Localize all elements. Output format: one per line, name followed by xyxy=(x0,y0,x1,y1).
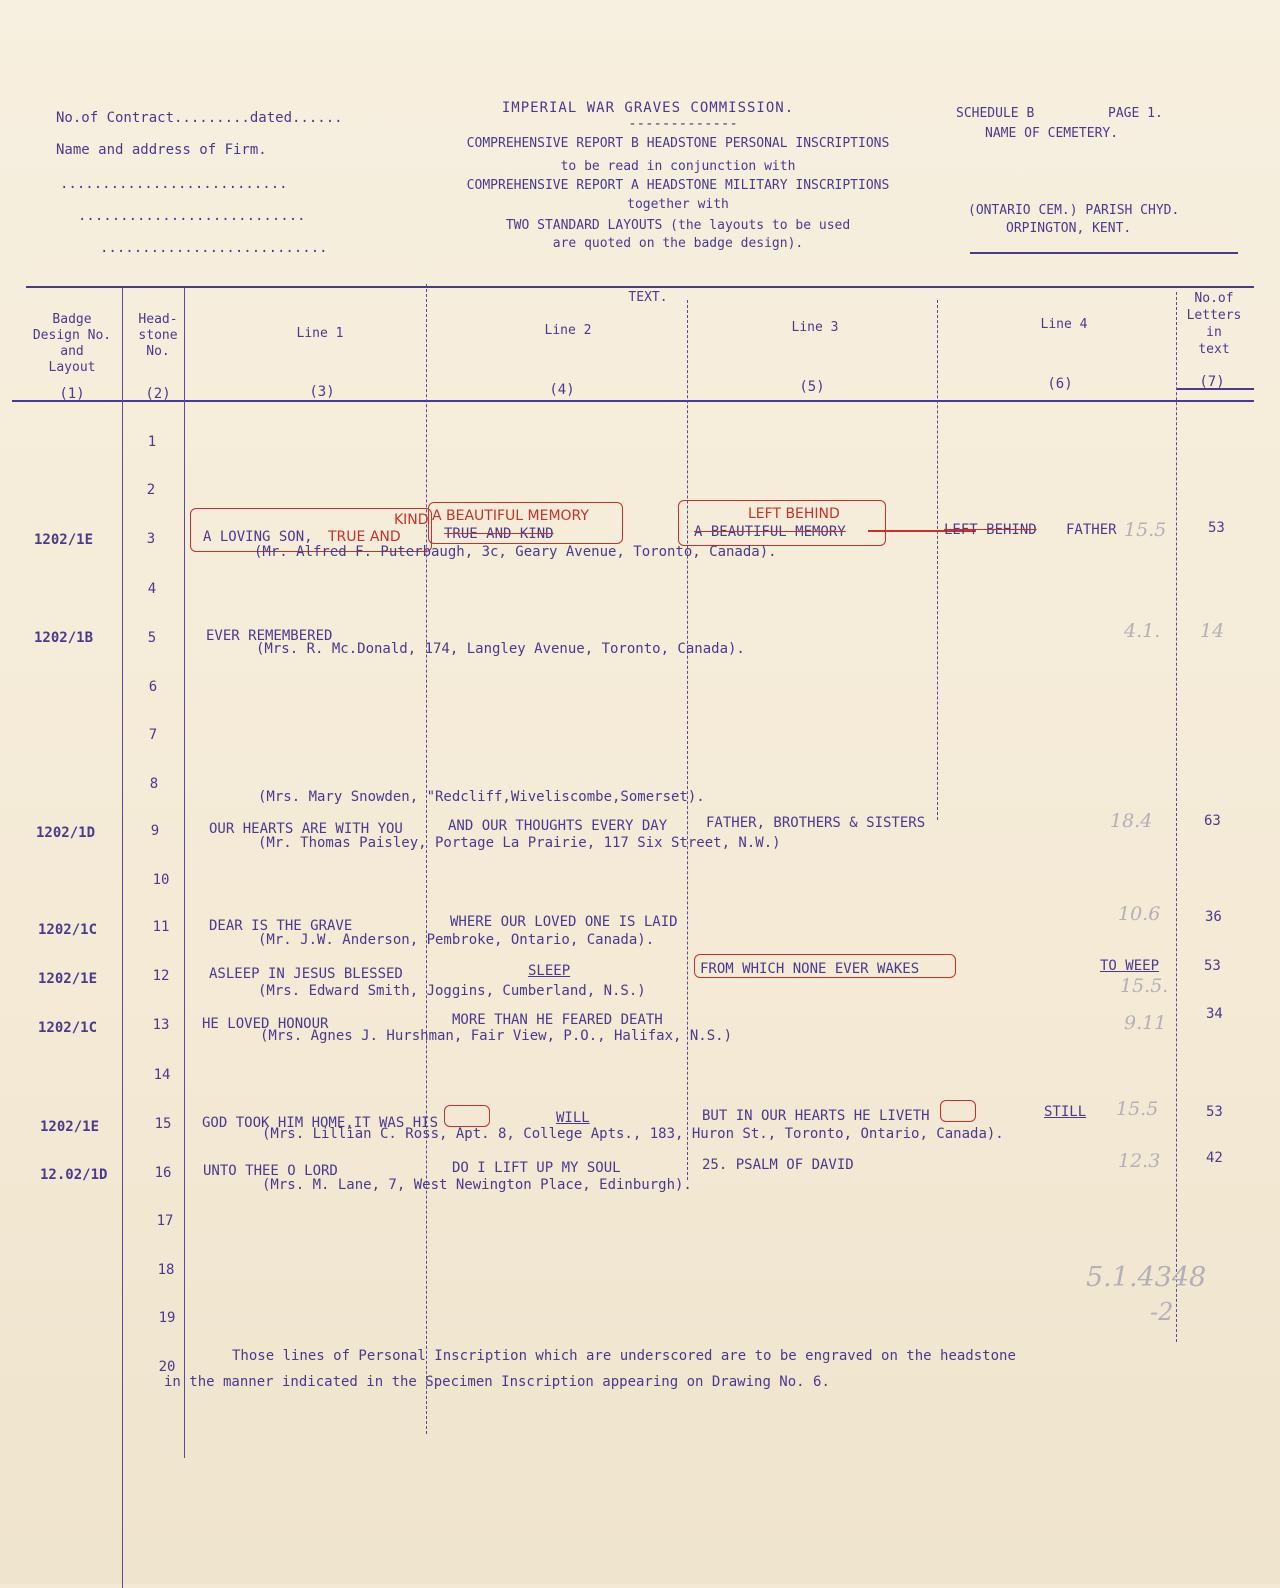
line2-number: (4) xyxy=(549,382,575,398)
col7-number: (7) xyxy=(1199,374,1225,390)
contract-field: No.of Contract.........dated...... xyxy=(56,110,343,126)
letter-count: 14 xyxy=(1200,620,1225,642)
inscription-line3-struck: A BEAUTIFUL MEMORY xyxy=(694,524,846,540)
footnote-line-2: in the manner indicated in the Specimen Inscription appearing on Drawing No. 6. xyxy=(164,1374,830,1390)
firm-dots-1: ........................... xyxy=(60,176,288,192)
schedule-label: SCHEDULE B xyxy=(956,106,1035,121)
next-of-kin-address: (Mrs. Lillian C. Ross, Apt. 8, College Apts., 183, Huron St., Toronto, Ontario, Canada). xyxy=(262,1126,1004,1142)
inscription-line1: HE LOVED HONOUR xyxy=(202,1016,329,1032)
pencil-count: 4.1. xyxy=(1124,620,1161,642)
inscription-line3: FATHER, BROTHERS & SISTERS xyxy=(706,815,926,831)
line1-number: (3) xyxy=(309,384,335,400)
inscription-line3: 25. PSALM OF DAVID xyxy=(702,1157,854,1173)
letter-count: 53 xyxy=(1206,1104,1223,1120)
badge-design: 1202/1D xyxy=(36,825,96,841)
text-header: TEXT. xyxy=(628,290,668,305)
headstone-number: 5 xyxy=(147,630,157,646)
headstone-number: 16 xyxy=(154,1165,172,1181)
col-divider-5 xyxy=(937,300,938,820)
line4-number: (6) xyxy=(1047,376,1073,392)
page-number: PAGE 1. xyxy=(1108,106,1163,121)
next-of-kin-address: (Mrs. Mary Snowden, "Redcliff,Wiveliscombe,Somerset). xyxy=(258,789,705,805)
report-b-line: COMPREHENSIVE REPORT B HEADSTONE PERSONAL INSCRIPTIONS xyxy=(466,136,890,151)
title-dash: ------------- xyxy=(628,116,738,132)
line3-number: (5) xyxy=(799,379,825,395)
line2-header: Line 2 xyxy=(544,323,592,338)
inscription-line4-struck: LEFT BEHIND xyxy=(944,522,1037,538)
letter-count: 53 xyxy=(1204,958,1221,974)
pencil-total: 5.1.4348 xyxy=(1086,1262,1207,1293)
headstone-number: 14 xyxy=(153,1067,171,1083)
line1-header: Line 1 xyxy=(296,326,344,341)
headstone-number: 1 xyxy=(147,434,157,450)
letter-count: 36 xyxy=(1205,909,1222,925)
headstone-number: 6 xyxy=(148,679,158,695)
col-divider-2 xyxy=(184,288,185,1458)
inscription-line1: A LOVING SON, xyxy=(203,529,313,545)
inscription-line1: DEAR IS THE GRAVE xyxy=(209,918,353,934)
footnote-line-1: Those lines of Personal Inscription which are underscored are to be engraved on the headstone xyxy=(232,1348,1016,1364)
layouts-line-1: TWO STANDARD LAYOUTS (the layouts to be used xyxy=(505,218,851,233)
inscription-line1: GOD TOOK HIM HOME,IT WAS HIS xyxy=(202,1115,439,1131)
inscription-line2: DO I LIFT UP MY SOUL xyxy=(452,1160,621,1176)
cemetery-name-1: (ONTARIO CEM.) PARISH CHYD. xyxy=(968,203,1180,218)
col-divider-1 xyxy=(122,288,123,1588)
headstone-number: 2 xyxy=(146,482,156,498)
inscription-line4: STILL xyxy=(1044,1104,1087,1120)
headstone-number: 18 xyxy=(157,1262,175,1278)
headstone-number: 4 xyxy=(147,581,157,597)
conjunction-line: to be read in conjunction with xyxy=(560,159,796,174)
pencil-count: 10.6 xyxy=(1118,903,1161,925)
pencil-count: 9.11 xyxy=(1124,1012,1167,1034)
inscription-line4: TO WEEP xyxy=(1100,958,1160,974)
headstone-number: 13 xyxy=(152,1017,170,1033)
pencil-count: 12.3 xyxy=(1118,1150,1161,1172)
badge-design: 1202/1E xyxy=(38,971,98,987)
headstone-number: 15 xyxy=(154,1116,172,1132)
cemetery-label: NAME OF CEMETERY. xyxy=(985,126,1119,141)
headstone-number: 20 xyxy=(158,1359,176,1375)
headstone-number: 9 xyxy=(150,823,160,839)
letter-count: 34 xyxy=(1206,1006,1223,1022)
letter-count: 63 xyxy=(1204,813,1221,829)
red-correction-box xyxy=(444,1105,490,1127)
firm-dots-2: ........................... xyxy=(78,208,306,224)
col2-number: (2) xyxy=(145,386,171,402)
pencil-count: 15.5 xyxy=(1124,519,1167,541)
header-bottom-rule xyxy=(12,400,1254,402)
pencil-count: 18.4 xyxy=(1110,810,1153,832)
inscription-line1: OUR HEARTS ARE WITH YOU xyxy=(209,821,403,837)
headstone-number: 3 xyxy=(146,531,156,547)
inscription-line2: WILL xyxy=(556,1110,590,1126)
red-annotation: KIND xyxy=(394,512,429,528)
headstone-number: 12 xyxy=(152,968,170,984)
inscription-line2: WHERE OUR LOVED ONE IS LAID xyxy=(450,914,678,930)
headstone-number: 19 xyxy=(158,1310,176,1326)
col-divider-6 xyxy=(1176,292,1177,1342)
red-annotation: A BEAUTIFUL MEMORY xyxy=(432,508,589,524)
inscription-line2-struck: TRUE AND KIND xyxy=(444,526,554,542)
inscription-line1: EVER REMEMBERED xyxy=(206,628,333,644)
badge-design: 1202/1C xyxy=(38,922,98,938)
pencil-total-adjustment: -2 xyxy=(1150,1298,1174,1326)
inscription-line3: BUT IN OUR HEARTS HE LIVETH xyxy=(702,1108,930,1124)
badge-design: 1202/1B xyxy=(34,630,94,646)
next-of-kin-address: (Mr. Thomas Paisley, Portage La Prairie, 117 Six Street, N.W.) xyxy=(258,835,781,851)
col2-header: Head- stone No. xyxy=(138,312,178,359)
firm-dots-3: ........................... xyxy=(100,240,328,256)
next-of-kin-address: (Mrs. Edward Smith, Joggins, Cumberland, N.S.) xyxy=(258,983,646,999)
letter-count: 42 xyxy=(1206,1150,1223,1166)
inscription-line3: FROM WHICH NONE EVER WAKES xyxy=(700,961,920,977)
next-of-kin-address: (Mrs. Agnes J. Hurshman, Fair View, P.O., Halifax, N.S.) xyxy=(260,1028,733,1044)
next-of-kin-address: (Mr. J.W. Anderson, Pembroke, Ontario, Canada). xyxy=(258,932,655,948)
next-of-kin-address: (Mrs. R. Mc.Donald, 174, Langley Avenue, Toronto, Canada). xyxy=(256,641,745,657)
pencil-count: 15.5 xyxy=(1116,1098,1159,1120)
badge-design: 1202/1E xyxy=(40,1119,100,1135)
firm-field-label: Name and address of Firm. xyxy=(56,142,267,158)
headstone-number: 8 xyxy=(149,776,159,792)
col-divider-4 xyxy=(687,300,688,1180)
headstone-number: 10 xyxy=(152,872,170,888)
cemetery-name-2: ORPINGTON, KENT. xyxy=(1006,221,1132,236)
inscription-line1: UNTO THEE O LORD xyxy=(203,1163,338,1179)
inscription-line4: FATHER xyxy=(1066,522,1117,538)
report-a-line: COMPREHENSIVE REPORT A HEADSTONE MILITARY INSCRIPTIONS xyxy=(466,178,890,193)
red-annotation: TRUE AND xyxy=(328,529,401,545)
inscription-line1: ASLEEP IN JESUS BLESSED xyxy=(209,966,403,982)
pencil-count: 15.5. xyxy=(1120,975,1169,997)
col7-header: No.of Letters in text xyxy=(1186,291,1242,357)
next-of-kin-address: (Mr. Alfred F. Puterbaugh, 3c, Geary Avenue, Toronto, Canada). xyxy=(254,544,777,560)
layouts-line-2: are quoted on the badge design). xyxy=(552,236,804,251)
next-of-kin-address: (Mrs. M. Lane, 7, West Newington Place, Edinburgh). xyxy=(262,1177,692,1193)
col1-header: Badge Design No. and Layout xyxy=(32,312,112,375)
badge-design: 1202/1E xyxy=(34,532,94,548)
badge-design: 12.02/1D xyxy=(40,1167,108,1183)
inscription-line2: MORE THAN HE FEARED DEATH xyxy=(452,1012,663,1028)
headstone-number: 17 xyxy=(156,1213,174,1229)
col1-number: (1) xyxy=(59,386,85,402)
cemetery-underline xyxy=(970,252,1238,254)
red-annotation: LEFT BEHIND xyxy=(748,506,840,522)
commission-title: IMPERIAL WAR GRAVES COMMISSION. xyxy=(501,100,795,116)
table-top-rule xyxy=(26,286,1254,288)
letter-count: 53 xyxy=(1208,520,1225,536)
together-line: together with xyxy=(627,197,729,212)
red-correction-box xyxy=(940,1100,976,1122)
inscription-line2: AND OUR THOUGHTS EVERY DAY xyxy=(448,818,668,834)
line4-header: Line 4 xyxy=(1040,317,1088,332)
col-divider-3 xyxy=(426,284,427,1434)
inscription-line2: SLEEP xyxy=(528,963,571,979)
headstone-number: 11 xyxy=(152,919,170,935)
badge-design: 1202/1C xyxy=(38,1020,98,1036)
headstone-number: 7 xyxy=(148,727,158,743)
line3-header: Line 3 xyxy=(791,320,839,335)
